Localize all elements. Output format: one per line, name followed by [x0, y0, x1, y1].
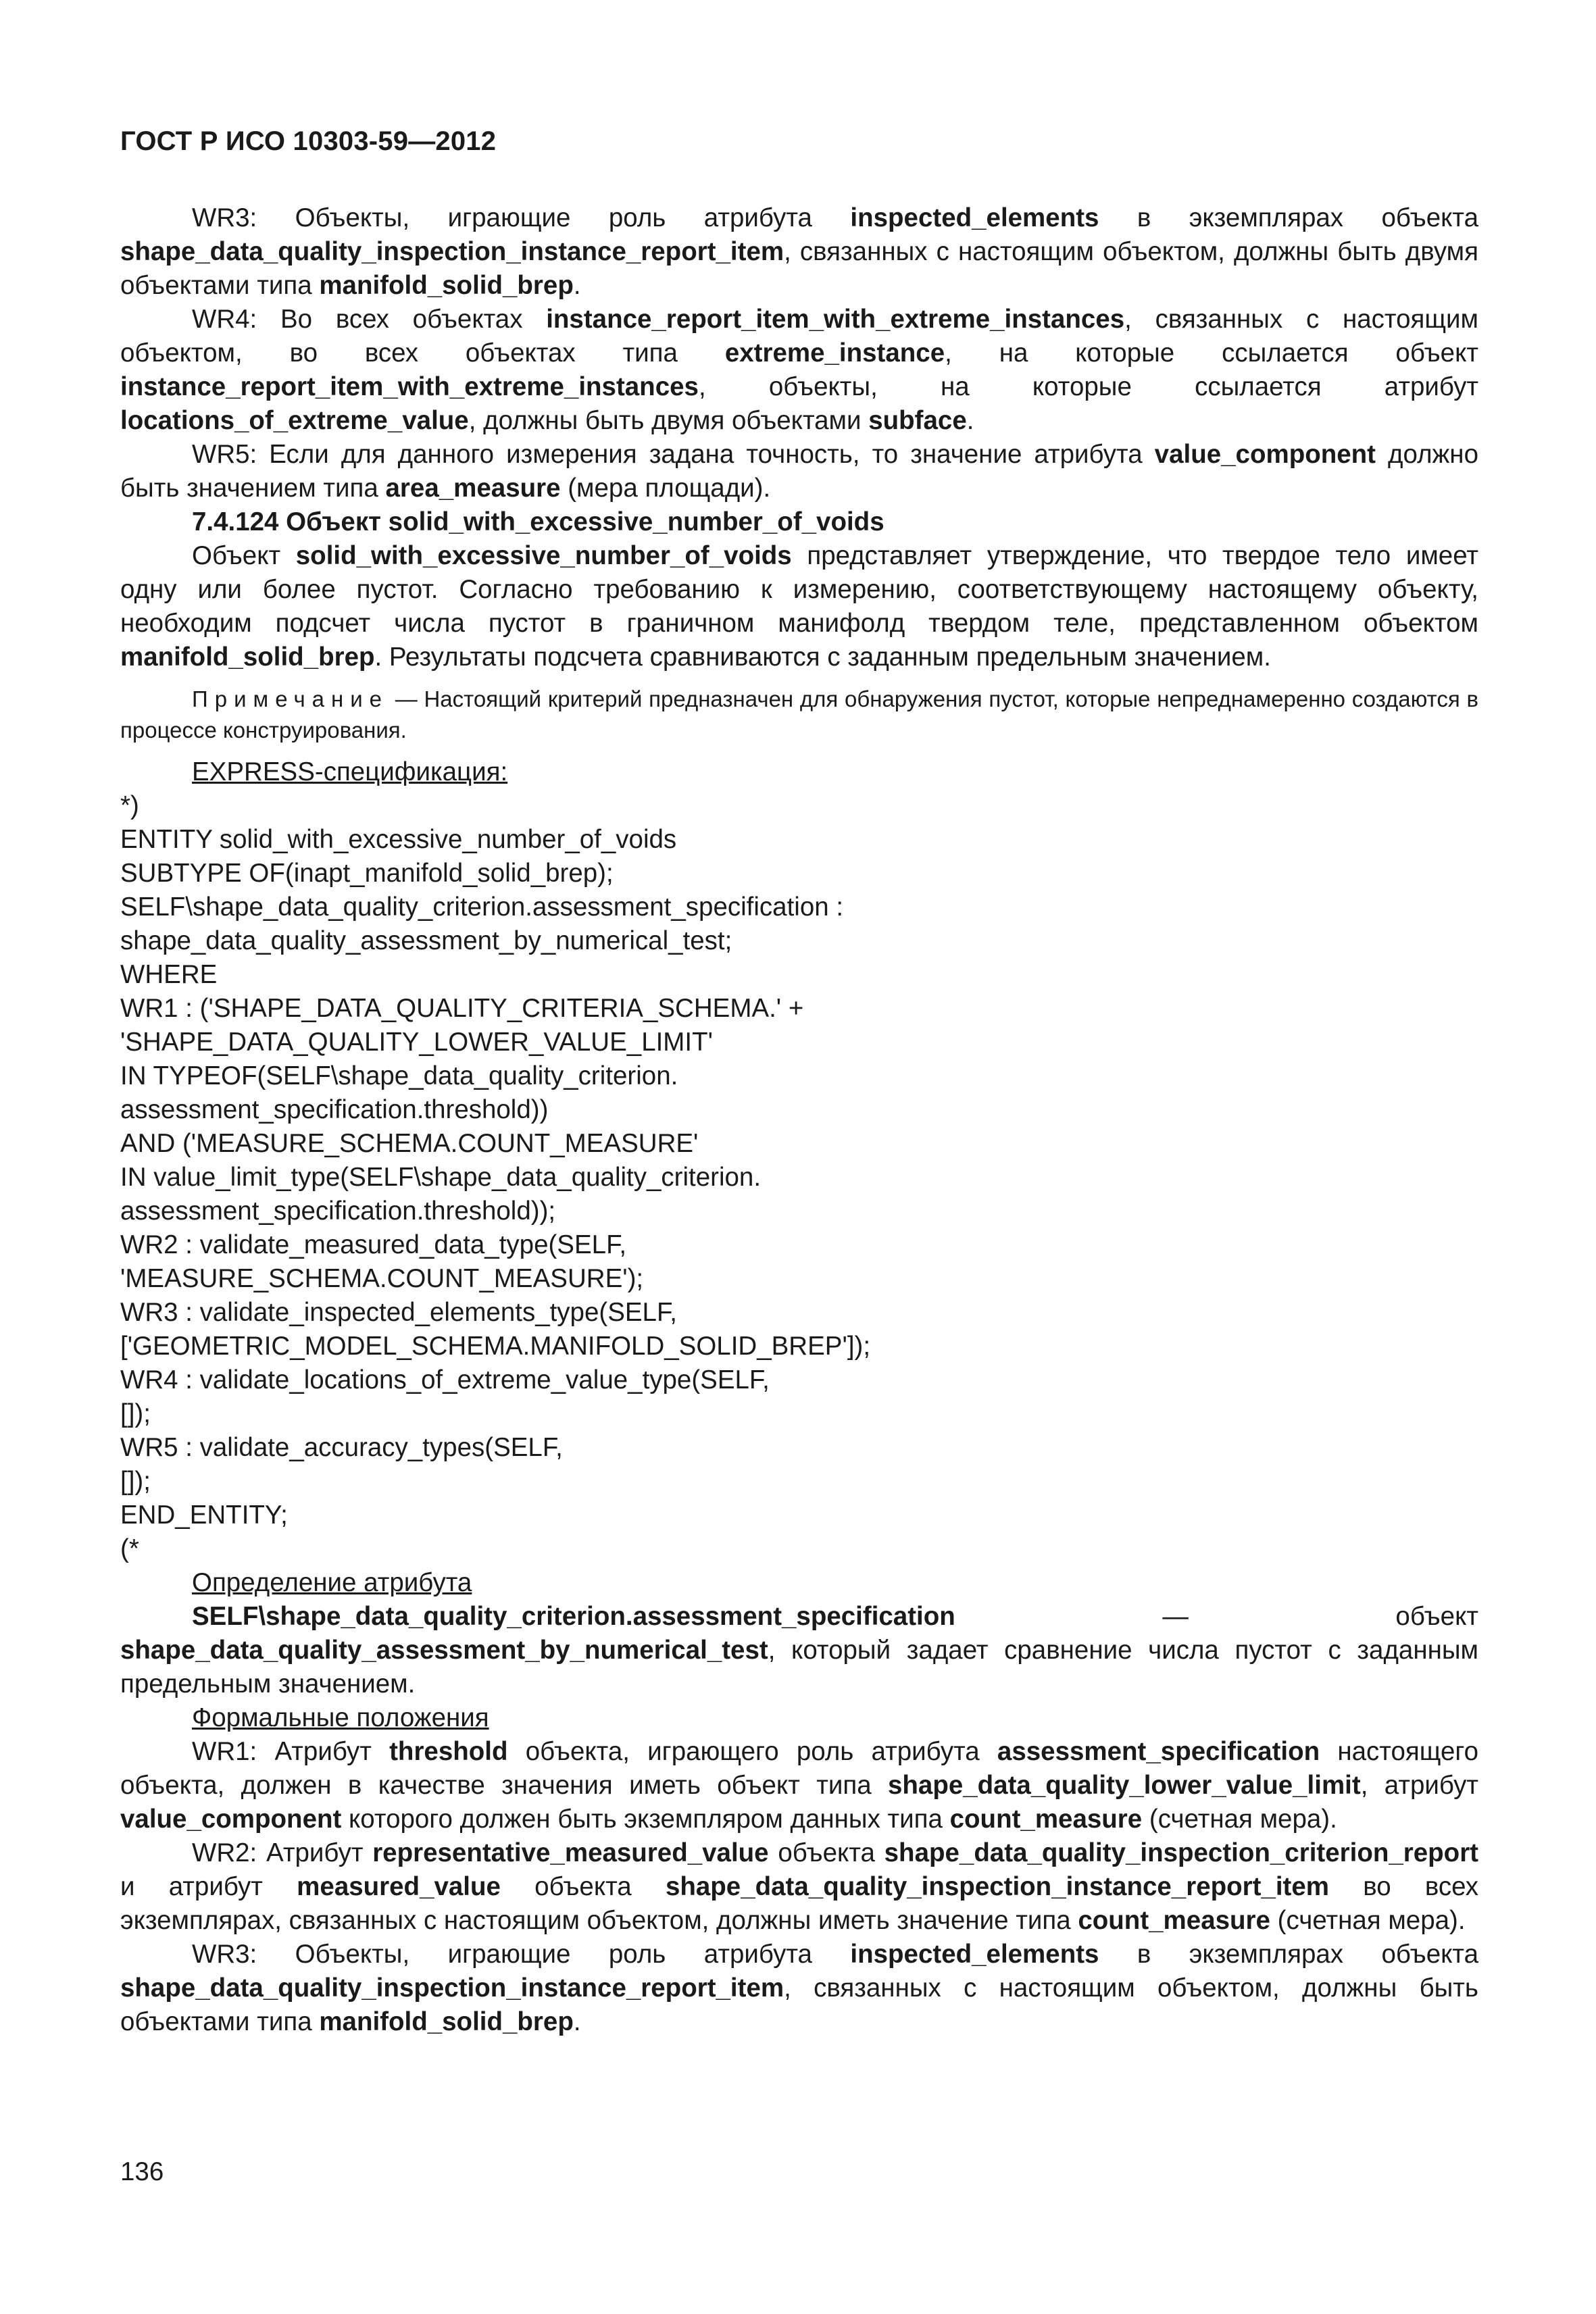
bold-term: value_component: [120, 1805, 342, 1834]
text-run: настоящего объекта, должен в качестве значения иметь объект типа: [120, 1737, 1478, 1800]
paragraph-intro: [120, 539, 1478, 674]
code-line: assessment_specification.threshold));: [120, 1197, 556, 1226]
bold-term: shape_data_quality_inspection_criterion_report: [884, 1838, 1478, 1867]
bold-term: shape_data_quality_inspection_instance_report_item: [665, 1872, 1330, 1901]
bold-term: value_component: [1154, 440, 1376, 469]
bold-term: area_measure: [385, 474, 561, 503]
document-body: [120, 201, 1478, 2039]
bold-term: SELF\shape_data_quality_criterion.assessment_specification: [192, 1602, 955, 1631]
text-run: , атрибут: [1360, 1771, 1478, 1800]
bold-term: count_measure: [1078, 1906, 1270, 1935]
code-line: 'MEASURE_SCHEMA.COUNT_MEASURE');: [120, 1264, 644, 1293]
text-run: (счетная мера).: [1142, 1805, 1337, 1834]
bold-term: measured_value: [297, 1872, 501, 1901]
text-run: в экземплярах объекта: [1099, 203, 1478, 232]
text-run: WR2: Атрибут: [192, 1838, 373, 1867]
code-line: AND ('MEASURE_SCHEMA.COUNT_MEASURE': [120, 1129, 699, 1158]
section-heading: 7.4.124 Объект solid_with_excessive_number_of_voids: [192, 507, 884, 536]
bold-term: instance_report_item_with_extreme_instances: [120, 372, 699, 401]
code-line: WR1 : ('SHAPE_DATA_QUALITY_CRITERIA_SCHEMA.' +: [120, 994, 804, 1023]
text-run: во всех экземплярах, связанных с настоящим объектом, должны иметь значение типа: [120, 1872, 1478, 1935]
text-run: , связанных с настоящим объектом, во всех объектах типа: [120, 305, 1479, 368]
text-run: должно быть значением типа: [120, 440, 1478, 503]
code-line: ['GEOMETRIC_MODEL_SCHEMA.MANIFOLD_SOLID_BREP']);: [120, 1332, 871, 1361]
code-line: END_ENTITY;: [120, 1501, 288, 1530]
text-run: — объект: [955, 1602, 1478, 1631]
code-line: IN value_limit_type(SELF\shape_data_quality_criterion.: [120, 1163, 762, 1192]
paragraph-wr4-top: [120, 303, 1478, 438]
paragraph-wr3-bottom: [120, 1938, 1478, 2039]
bold-term: representative_measured_value: [372, 1838, 769, 1867]
paragraph-wr2-bottom: [120, 1836, 1478, 1938]
text-run: WR3: Объекты, играющие роль атрибута: [192, 1940, 851, 1969]
bold-term: shape_data_quality_inspection_instance_report_item: [120, 237, 784, 266]
text-run: в экземплярах объекта: [1099, 1940, 1478, 1969]
paragraph-wr3-top: [120, 201, 1478, 303]
text-run: .: [573, 271, 581, 300]
bold-term: inspected_elements: [850, 203, 1099, 232]
code-line: (*: [120, 1534, 139, 1563]
page-number: 136: [120, 2157, 164, 2186]
code-line: WR4 : validate_locations_of_extreme_value_type(SELF,: [120, 1365, 770, 1394]
text-run: которого должен быть экземпляром данных типа: [341, 1805, 950, 1834]
code-line: WR2 : validate_measured_data_type(SELF,: [120, 1230, 627, 1259]
text-run: и атрибут: [120, 1872, 297, 1901]
document-header: ГОСТ Р ИСО 10303-59—2012: [120, 126, 497, 156]
code-line: *): [120, 791, 139, 820]
bold-term: assessment_specification: [997, 1737, 1320, 1766]
bold-term: manifold_solid_brep: [120, 643, 375, 672]
text-run: , связанных с настоящим объектом, должны быть двумя объектами типа: [120, 237, 1478, 300]
text-run: , связанных с настоящим объектом, должны быть объектами типа: [120, 1973, 1478, 2036]
note-text: — Настоящий критерий предназначен для обнаружения пустот, которые непреднамеренно создаются в процессе конструирования.: [120, 686, 1478, 743]
bold-term: solid_with_excessive_number_of_voids: [295, 541, 792, 570]
text-run: .: [573, 2007, 581, 2036]
bold-term: locations_of_extreme_value: [120, 406, 469, 435]
code-line: SELF\shape_data_quality_criterion.assessment_specification :: [120, 892, 844, 922]
paragraph-wr5-top: [120, 438, 1478, 505]
bold-term: manifold_solid_brep: [319, 2007, 574, 2036]
paragraph-attribute-definition: [120, 1600, 1478, 1701]
code-line: WHERE: [120, 960, 218, 989]
code-line: 'SHAPE_DATA_QUALITY_LOWER_VALUE_LIMIT': [120, 1028, 713, 1057]
bold-term: manifold_solid_brep: [319, 271, 574, 300]
bold-term: inspected_elements: [850, 1940, 1099, 1969]
text-run: объекта, играющего роль атрибута: [507, 1737, 997, 1766]
bold-term: count_measure: [949, 1805, 1143, 1834]
paragraph-wr1-bottom: [120, 1735, 1478, 1836]
text-run: , который задает сравнение числа пустот с заданным предельным значением.: [120, 1636, 1478, 1699]
code-line: assessment_specification.threshold)): [120, 1095, 549, 1124]
text-run: WR5: Если для данного измерения задана точность, то значение атрибута: [192, 440, 1155, 469]
text-run: , объекты, на которые ссылается атрибут: [698, 372, 1478, 401]
bold-term: instance_report_item_with_extreme_instances: [546, 305, 1125, 334]
attribute-definition-label: Определение атрибута: [192, 1568, 472, 1597]
code-line: []);: [120, 1467, 151, 1496]
text-run: , должны быть двумя объектами: [468, 406, 869, 435]
code-line: WR3 : validate_inspected_elements_type(SELF,: [120, 1298, 677, 1327]
text-run: представляет утверждение, что твердое тело имеет одну или более пустот. Согласно требованию к измерению, соответствующему настоящему объекту, необходим подсчет числа пустот в граничном манифолд твердом теле, представленном объектом: [120, 541, 1478, 638]
text-run: (счетная мера).: [1270, 1906, 1466, 1935]
code-line: []);: [120, 1399, 151, 1428]
formal-propositions-label: Формальные положения: [192, 1703, 489, 1732]
text-run: (мера площади).: [560, 474, 771, 503]
bold-term: extreme_instance: [724, 338, 945, 368]
note-paragraph: [120, 684, 1478, 746]
bold-term: threshold: [389, 1737, 508, 1766]
bold-term: shape_data_quality_assessment_by_numerical_test: [120, 1636, 768, 1665]
text-run: WR4: Во всех объектах: [192, 305, 547, 334]
bold-term: shape_data_quality_inspection_instance_report_item: [120, 1973, 784, 2003]
code-line: ENTITY solid_with_excessive_number_of_voids: [120, 825, 677, 854]
text-run: .: [966, 406, 974, 435]
text-run: WR3: Объекты, играющие роль атрибута: [192, 203, 851, 232]
bold-term: subface: [868, 406, 967, 435]
express-spec-label: EXPRESS-спецификация:: [192, 757, 508, 786]
bold-term: shape_data_quality_lower_value_limit: [887, 1771, 1361, 1800]
express-code-block: [120, 789, 1478, 1566]
note-label: Примечание: [192, 686, 389, 711]
code-line: SUBTYPE OF(inapt_manifold_solid_brep);: [120, 859, 614, 888]
text-run: WR1: Атрибут: [192, 1737, 390, 1766]
text-run: , на которые ссылается объект: [945, 338, 1479, 368]
text-run: Объект: [192, 541, 296, 570]
code-line: IN TYPEOF(SELF\shape_data_quality_criterion.: [120, 1061, 678, 1090]
code-line: WR5 : validate_accuracy_types(SELF,: [120, 1433, 563, 1462]
text-run: . Результаты подсчета сравниваются с заданным предельным значением.: [374, 643, 1271, 672]
text-run: объекта: [768, 1838, 884, 1867]
code-line: shape_data_quality_assessment_by_numerical_test;: [120, 926, 732, 955]
text-run: объекта: [500, 1872, 666, 1901]
